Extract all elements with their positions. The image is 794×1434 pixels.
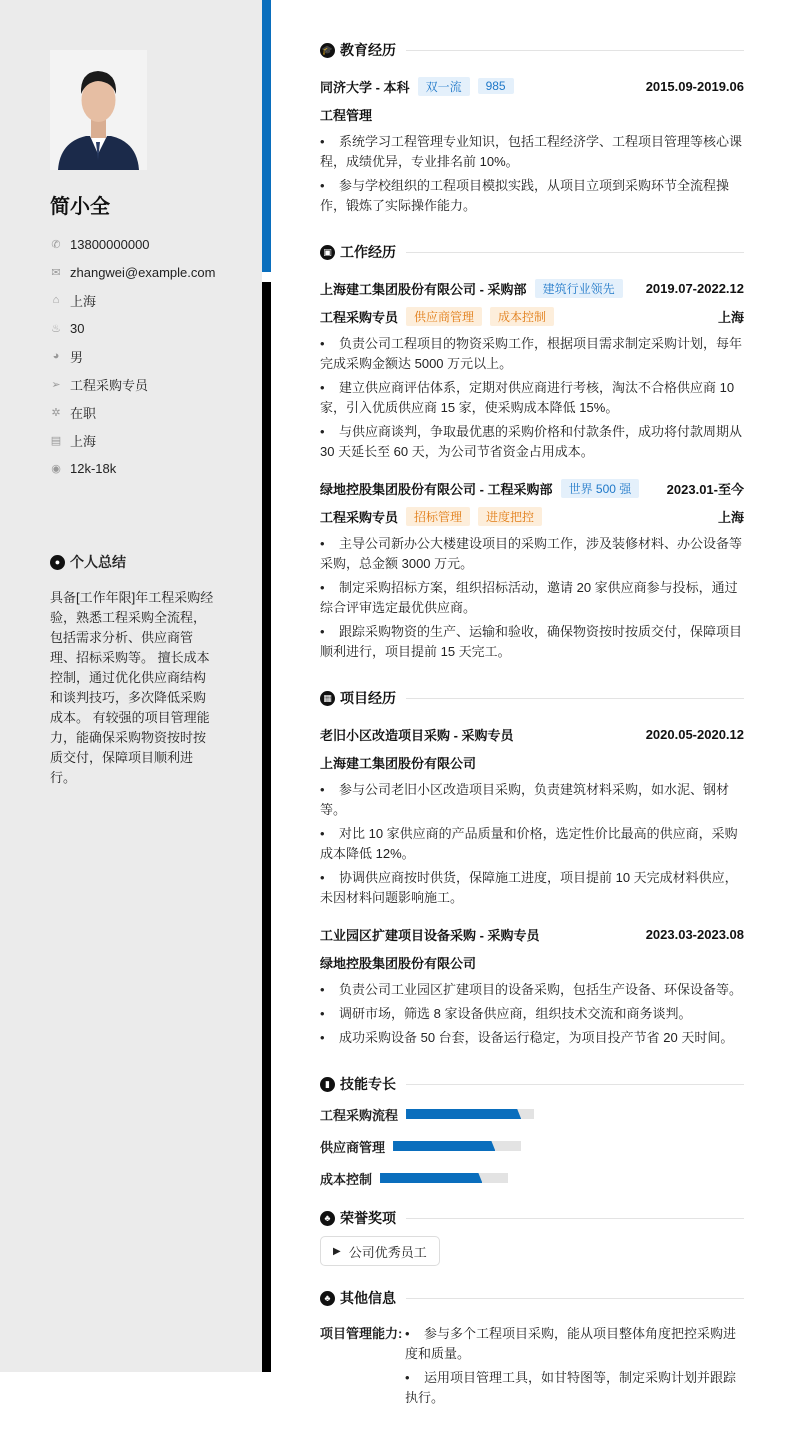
section-title: 荣誉奖项: [340, 1210, 396, 1226]
other-bullets: [405, 1324, 744, 1408]
bullet-item: [320, 1028, 744, 1048]
skill-bar-fill: [380, 1173, 482, 1183]
bullet-item: [320, 780, 744, 820]
section-heading: [320, 688, 744, 708]
bullet-dot: •: [320, 380, 339, 395]
salary-icon: ◉: [51, 462, 61, 475]
contact-item: [50, 426, 215, 454]
bullet-dot: •: [320, 1006, 339, 1021]
contact-text: 男: [70, 349, 84, 365]
entry-title: 上海建工集团股份有限公司 - 采购部: [320, 281, 527, 297]
user-icon: ●: [50, 555, 65, 570]
bullet-dot: •: [320, 424, 339, 439]
skill-bar-fill: [393, 1141, 495, 1151]
tag-badge: 进度把控: [478, 507, 542, 526]
section-other: [320, 1288, 744, 1408]
tag-badge: 成本控制: [490, 307, 554, 326]
bullet-item: [320, 980, 744, 1000]
bullet-item: [320, 622, 744, 662]
section-graduation-cap: [320, 40, 744, 216]
bullet-text: 参与公司老旧小区改造项目采购，负责建筑材料采购，如水泥、钢材等。: [320, 782, 730, 817]
divider: [406, 252, 744, 253]
entry-title: 同济大学 - 本科: [320, 79, 410, 95]
bullet-text: 建立供应商评估体系，定期对供应商进行考核，淘汰不合格供应商 10 家，引入优质供应商 15 家，使采购成本降低 15%。: [320, 380, 735, 415]
tag-badge: 世界 500 强: [561, 479, 640, 498]
bullet-dot: •: [320, 624, 339, 639]
bullet-dot: •: [320, 870, 339, 885]
graduation-cap-icon: 🎓: [320, 43, 335, 58]
entry-date: 2019.07-2022.12: [645, 280, 744, 296]
play-icon: ▶: [333, 1245, 341, 1257]
bullet-dot: •: [405, 1370, 424, 1385]
bullet-text: 主导公司新办公大楼建设项目的采购工作，涉及装修材料、办公设备等采购，总金额 3000 万元。: [320, 536, 743, 571]
bullet-item: [320, 578, 744, 618]
contact-item: [50, 286, 215, 314]
skill-bar: [393, 1141, 521, 1151]
bullet-item: [320, 334, 744, 374]
home-icon: ⌂: [52, 294, 60, 306]
profile-photo: [50, 50, 147, 170]
contact-item: [50, 342, 215, 370]
skill-bar-fill: [406, 1109, 521, 1119]
section-briefcase: [320, 242, 744, 662]
summary-title: 个人总结: [70, 554, 126, 570]
skill-bar: [380, 1173, 508, 1183]
entry-title: 工业园区扩建项目设备采购 - 采购专员: [320, 927, 540, 943]
bullet-item: [320, 868, 744, 908]
building-icon: ▤: [50, 434, 62, 447]
bullet-text: 制定采购招标方案，组织招标活动，邀请 20 家供应商参与投标，通过综合评审选定最优供应商。: [320, 580, 738, 615]
entry: [320, 920, 744, 1048]
entry-subtitle: 工程采购专员: [320, 309, 399, 325]
award-item[interactable]: [320, 1236, 440, 1266]
bullet-text: 负责公司工业园区扩建项目的设备采购，包括生产设备、环保设备等。: [339, 982, 743, 997]
send-icon: ➢: [51, 378, 61, 391]
mail-icon: ✉: [51, 266, 61, 279]
bullet-text: 负责公司工程项目的物资采购工作，根据项目需求制定采购计划，每年完成采购金额达 5000 万元以上。: [320, 336, 743, 371]
bullet-text: 协调供应商按时供货，保障施工进度，项目提前 10 天完成材料供应，未因材料问题影响施工。: [320, 870, 738, 905]
divider: [406, 1298, 744, 1299]
section-body: [320, 262, 744, 662]
contact-text: zhangwei@example.com: [70, 264, 216, 280]
bullet-text: 成功采购设备 50 台套，设备运行稳定，为项目投产节省 20 天时间。: [339, 1030, 734, 1045]
section-title: 教育经历: [340, 42, 396, 58]
entry-subtitle: 工程管理: [320, 107, 373, 123]
phone-icon: ✆: [51, 238, 61, 251]
sidebar: [0, 0, 262, 1372]
contact-item: [50, 230, 215, 258]
entry: [320, 474, 744, 662]
contact-text: 在职: [70, 405, 97, 421]
contact-item: [50, 398, 215, 426]
contact-text: 13800000000: [70, 236, 150, 252]
entry-header: [320, 274, 744, 302]
contact-text: 上海: [70, 293, 97, 309]
bullet-text: 参与多个工程项目采购，能从项目整体角度把控采购进度和质量。: [405, 1326, 737, 1361]
section-heading: [320, 40, 744, 60]
bullet-dot: •: [320, 336, 339, 351]
skill-bar: [406, 1109, 534, 1119]
section-awards: [320, 1208, 744, 1266]
bar-chart-icon: ▮: [320, 1077, 335, 1092]
tag-badge: 建筑行业领先: [535, 279, 623, 298]
entry-subtitle: 上海建工集团股份有限公司: [320, 755, 477, 771]
entry-title: 老旧小区改造项目采购 - 采购专员: [320, 727, 514, 743]
entry: [320, 720, 744, 908]
entry-subheader: [320, 948, 744, 976]
bullet-dot: •: [320, 580, 339, 595]
bullet-item: [320, 1004, 744, 1024]
grid-icon: ▦: [320, 691, 335, 706]
accent-stripe: [262, 0, 271, 272]
status-icon: ✲: [51, 406, 61, 419]
main-content: [320, 40, 744, 1434]
section-title: 工作经历: [340, 244, 396, 260]
bullet-item: [320, 422, 744, 462]
entry: [320, 274, 744, 462]
entry-date: 2015.09-2019.06: [645, 78, 744, 94]
bullet-item: [405, 1324, 744, 1364]
section-body: [320, 60, 744, 216]
bullet-text: 对比 10 家供应商的产品质量和价格，选定性价比最高的供应商，采购成本降低 12%。: [320, 826, 738, 861]
bullet-dot: •: [320, 826, 339, 841]
entry-date: 2020.05-2020.12: [645, 726, 744, 742]
contact-text: 上海: [70, 433, 97, 449]
summary-heading: [50, 552, 126, 572]
skill-name: 供应商管理: [320, 1139, 386, 1155]
contact-item: [50, 454, 215, 482]
skill-item: [320, 1130, 521, 1162]
divider: [406, 1084, 744, 1085]
contact-text: 30: [70, 320, 85, 336]
skill-name: 工程采购流程: [320, 1107, 399, 1123]
award-name: 公司优秀员工: [348, 1244, 427, 1260]
bullet-dot: •: [320, 782, 339, 797]
bullet-dot: •: [320, 178, 339, 193]
entry-location: 上海: [717, 509, 744, 525]
bullet-dot: •: [320, 536, 339, 551]
bullet-text: 与供应商谈判，争取最优惠的采购价格和付款条件，成功将付款周期从 30 天延长至 60 天，为公司节省资金占用成本。: [320, 424, 743, 459]
info-icon: ♣: [320, 1291, 335, 1306]
entry-header: [320, 920, 744, 948]
entry-subtitle: 工程采购专员: [320, 509, 399, 525]
section-title: 项目经历: [340, 690, 396, 706]
bullet-dot: •: [320, 1030, 339, 1045]
other-label: 项目管理能力:: [320, 1326, 403, 1341]
contact-text: 工程采购专员: [70, 377, 149, 393]
bullet-item: [320, 378, 744, 418]
bullet-text: 参与学校组织的工程项目模拟实践，从项目立项到采购环节全流程操作，锻炼了实际操作能力。: [320, 178, 730, 213]
divider: [406, 50, 744, 51]
bullet-text: 跟踪采购物资的生产、运输和验收，确保物资按时按质交付，保障项目顺利进行，项目提前 15 天完工。: [320, 624, 743, 659]
section-heading: [320, 1074, 744, 1094]
tag-badge: 双一流: [418, 77, 470, 96]
other-item: [320, 1324, 744, 1408]
bullet-item: [320, 534, 744, 574]
entry-subheader: [320, 100, 744, 128]
skill-item: [320, 1162, 508, 1194]
skills-list: [320, 1094, 744, 1194]
bullet-text: 运用项目管理工具，如甘特图等，制定采购计划并跟踪执行。: [405, 1370, 737, 1405]
candidate-name: 简小全: [50, 196, 110, 218]
contact-item: [50, 258, 215, 286]
contact-item: [50, 314, 215, 342]
bullet-text: 系统学习工程管理专业知识，包括工程经济学、工程项目管理等核心课程，成绩优异，专业排名前 10%。: [320, 134, 743, 169]
divider: [406, 698, 744, 699]
bullet-text: 调研市场，筛选 8 家设备供应商，组织技术交流和商务谈判。: [339, 1006, 692, 1021]
tag-badge: 供应商管理: [406, 307, 482, 326]
entry-title: 绿地控股集团股份有限公司 - 工程采购部: [320, 481, 553, 497]
cake-icon: ♨: [51, 322, 61, 335]
entry-header: [320, 474, 744, 502]
section-heading: [320, 242, 744, 262]
section-grid: [320, 688, 744, 1048]
bullet-item: [320, 176, 744, 216]
skill-name: 成本控制: [320, 1171, 373, 1187]
bullet-dot: •: [320, 982, 339, 997]
entry-date: 2023.03-2023.08: [645, 926, 744, 942]
bullet-dot: •: [320, 134, 339, 149]
tag-badge: 招标管理: [406, 507, 470, 526]
section-title: 技能专长: [340, 1076, 396, 1092]
section-body: [320, 708, 744, 1048]
briefcase-icon: ▣: [320, 245, 335, 260]
entry-header: [320, 720, 744, 748]
gender-icon: ◕: [52, 350, 60, 362]
entry-location: 上海: [717, 309, 744, 325]
bullet-item: [320, 824, 744, 864]
skill-item: [320, 1098, 534, 1130]
bullet-item: [405, 1368, 744, 1408]
contact-text: 12k-18k: [70, 460, 117, 476]
dark-stripe: [262, 282, 271, 1372]
bullet-dot: •: [405, 1326, 424, 1341]
entry-subheader: [320, 502, 744, 530]
contact-list: [50, 230, 215, 482]
entry: [320, 72, 744, 216]
entry-subheader: [320, 302, 744, 330]
summary-text: 具备[工作年限]年工程采购经验，熟悉工程采购全流程，包括需求分析、供应商管理、招标采购等。 擅长成本控制，通过优化供应商结构和谈判技巧，多次降低采购成本。 有较强的项目管理能力，能确保采购物资按时按质交付，保障项目顺利进行。: [50, 590, 214, 785]
entry-date: 2023.01-至今: [666, 481, 744, 497]
bullet-item: [320, 132, 744, 172]
section-heading: [320, 1288, 744, 1308]
section-heading: [320, 1208, 744, 1228]
divider: [406, 1218, 744, 1219]
contact-item: [50, 370, 215, 398]
entry-header: [320, 72, 744, 100]
entry-subtitle: 绿地控股集团股份有限公司: [320, 955, 477, 971]
section-skills: [320, 1074, 744, 1194]
award-icon: ♣: [320, 1211, 335, 1226]
section-title: 其他信息: [340, 1290, 396, 1306]
entry-subheader: [320, 748, 744, 776]
tag-badge: 985: [478, 78, 514, 94]
